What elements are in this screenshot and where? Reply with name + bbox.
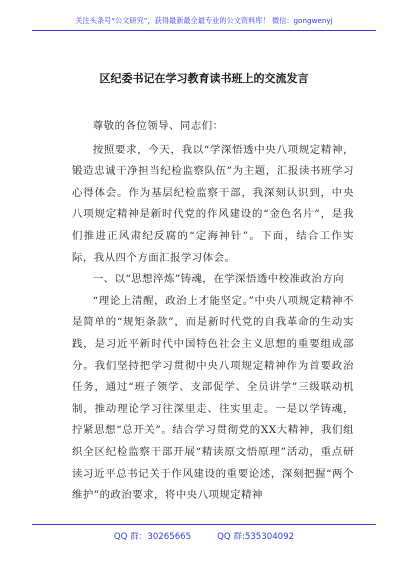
header-banner: 关注头条号“公文研究”，获得最新最全最专业的公文资料库！ 微信：gongwenyj xyxy=(75,16,333,25)
footer-qq-group-2: QQ 群:535304092 xyxy=(217,532,295,542)
document-body xyxy=(72,116,354,507)
footer-qq-group-1: QQ 群：30265665 xyxy=(113,532,192,542)
paragraph-section-1: “理论上清醒，政治上才能坚定。”中央八项规定精神不是简单的“规矩条款”，而是新时代党的自我革命的生动实践，是习近平新时代中国特色社会主义思想的重要组成部分。我们坚持把学习贯彻中央八项规定精神作为首要政治任务，通过“班子领学、支部促学、全员讲学”三级联动机制，推动理论学习往深里走、往实里走。一是以学铸魂，拧紧思想“总开关”。结合学习贯彻党的XX大精神，我们组织全区纪检监察干部开展“精读原文悟原理”活动，重点研读习近平总书记关于作风建设的重要论述，深刻把握“两个维护”的政治要求，将中央八项规定精神 xyxy=(72,294,354,502)
footer-divider xyxy=(32,524,376,525)
header-divider xyxy=(32,30,376,31)
footer-contact xyxy=(0,530,408,542)
greeting: 尊敬的各位领导、同志们： xyxy=(92,120,224,132)
section-heading-1: 一、以“思想淬炼”铸魂，在学深悟透中校准政治方向 xyxy=(92,273,345,286)
document-title: 区纪委书记在学习教育读书班上的交流发言 xyxy=(99,72,309,85)
paragraph-intro: 按照要求，今天，我以“学深悟透中央八项规定精神，锻造忠诚干净担当纪检监察队伍”为主题，汇报读书班学习心得体会。作为基层纪检监察干部，我深刻认识到，中央八项规定精神是新时代党的作风建设的“金色名片”，是我们推进正风肃纪反腐的“定海神针”。下面，结合工作实际，我从四个方面汇报学习体会。 xyxy=(72,143,354,264)
